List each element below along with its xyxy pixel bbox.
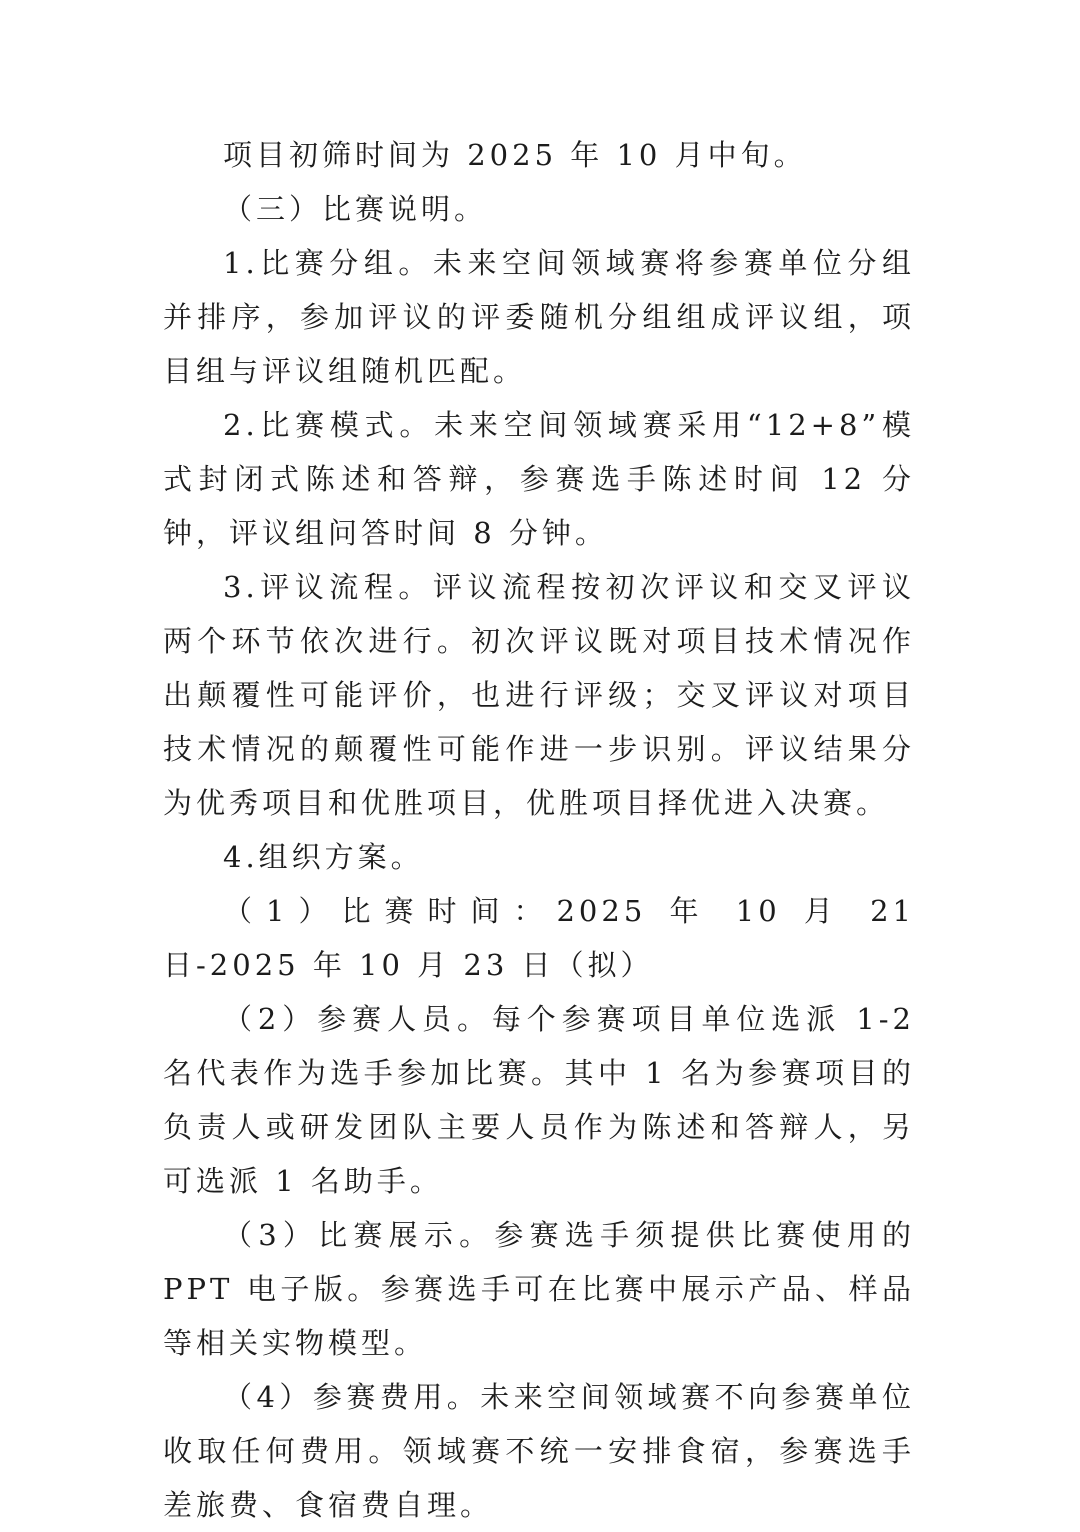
paragraph-organization-plan: 4.组织方案。 (223, 840, 424, 874)
section-heading-competition-notes: （三）比赛说明。 (223, 192, 488, 226)
paragraph-screening-time: 项目初筛时间为 2025 年 10 月中旬。 (223, 138, 807, 172)
paragraph-competition-time: （1）比赛时间：2025 年 10 月 21 日-2025 年 10 月 23 日（拟） (163, 894, 915, 982)
paragraph-presentation: （3）比赛展示。参赛选手须提供比赛使用的 PPT 电子版。参赛选手可在比赛中展示产品、样品等相关实物模型。 (163, 1218, 915, 1360)
paragraph-grouping: 1.比赛分组。未来空间领域赛将参赛单位分组并排序，参加评议的评委随机分组组成评议组，项目组与评议组随机匹配。 (163, 246, 915, 388)
paragraph-mode: 2.比赛模式。未来空间领域赛采用“12+8”模式封闭式陈述和答辩，参赛选手陈述时间 12 分钟，评议组问答时间 8 分钟。 (163, 408, 915, 550)
paragraph-fees: （4）参赛费用。未来空间领域赛不向参赛单位收取任何费用。领域赛不统一安排食宿，参赛选手差旅费、食宿费自理。 (163, 1380, 915, 1522)
paragraph-review-process: 3.评议流程。评议流程按初次评议和交叉评议两个环节依次进行。初次评议既对项目技术情况作出颠覆性可能评价，也进行评级；交叉评议对项目技术情况的颠覆性可能作进一步识别。评议结果分为优秀项目和优胜项目，优胜项目择优进入决赛。 (163, 570, 915, 820)
paragraph-participants: （2）参赛人员。每个参赛项目单位选派 1-2 名代表作为选手参加比赛。其中 1 名为参赛项目的负责人或研发团队主要人员作为陈述和答辩人，另可选派 1 名助手。 (163, 1002, 915, 1198)
document-body (163, 128, 915, 1532)
